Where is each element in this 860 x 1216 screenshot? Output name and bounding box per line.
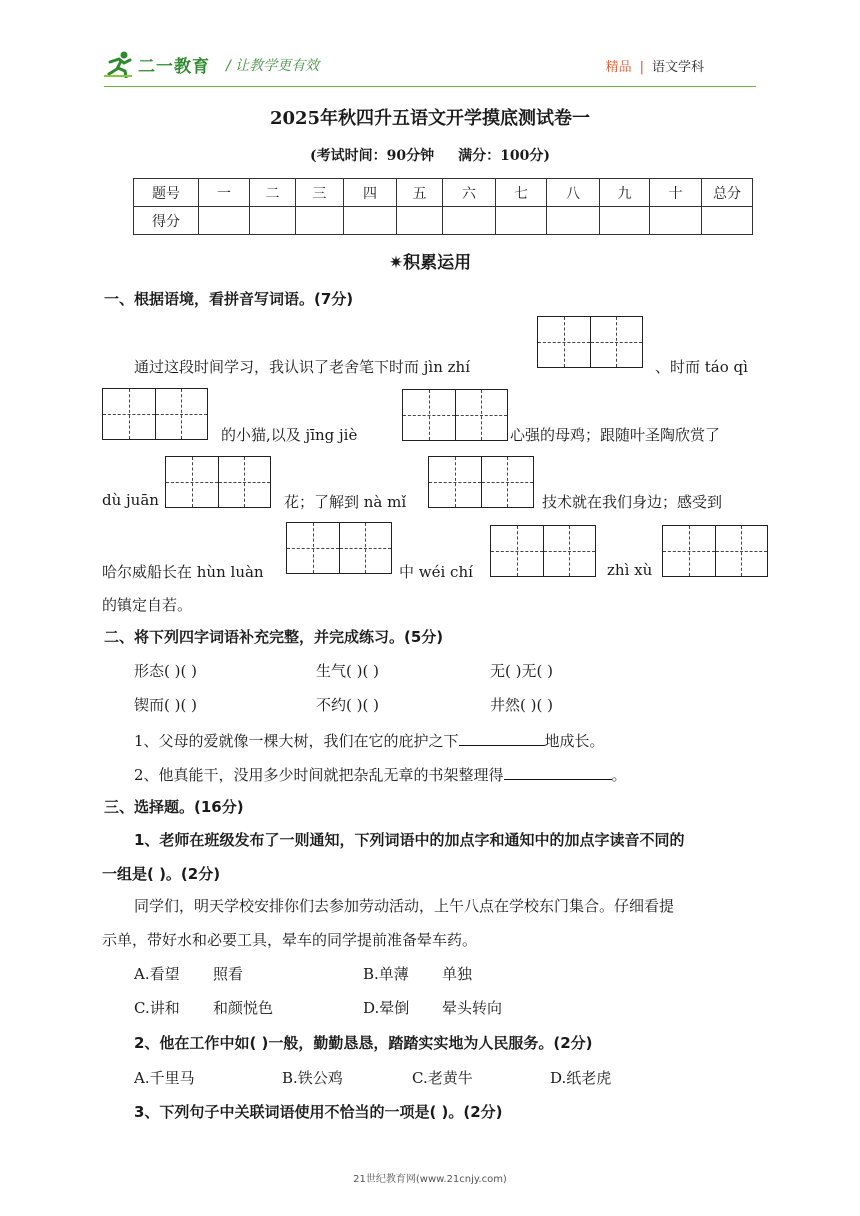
score-cell[interactable] [344,207,397,235]
q1-line5: 的镇定自若。 [102,596,193,614]
q1-line3-c: 技术就在我们身边；感受到 [542,493,723,511]
answer-blank[interactable] [504,763,612,780]
exam-time: (考试时间：90分钟 [310,148,435,164]
q1-line1-b: 、时而 táo qì [655,358,748,376]
pinyin-writing-grid[interactable] [537,316,643,368]
answer-blank[interactable] [459,729,545,746]
score-header-cell: 九 [600,179,650,207]
score-cell[interactable] [496,207,547,235]
score-cell[interactable] [702,207,753,235]
q1-line1-a: 通过这段时间学习，我认识了老舍笔下时而 jìn zhí [134,358,471,376]
q3-sub2-option-c[interactable]: C.老黄牛 [412,1069,473,1087]
q1-line4-a: 哈尔威船长在 hùn luàn [102,563,264,581]
score-header-cell: 一 [199,179,250,207]
pinyin-writing-grid[interactable] [165,456,271,508]
score-header-cell: 五 [397,179,443,207]
score-header-cell: 题号 [134,179,199,207]
q3-sub3: 3、下列句子中关联词语使用不恰当的一项是( )。(2分) [134,1103,503,1121]
q2-item2 [134,763,627,785]
q3-sub2-option-d[interactable]: D.纸老虎 [550,1069,612,1087]
score-cell[interactable] [199,207,250,235]
header-divider [104,86,756,87]
q3-sub1-line2: 一组是( )。(2分) [102,865,221,883]
q3-heading: 三、选择题。(16分) [104,798,244,816]
idiom-fill-item[interactable]: 井然( )( ) [490,696,553,714]
q3-sub2-option-b[interactable]: B.铁公鸡 [282,1069,343,1087]
q1-line4-c: zhì xù [607,561,653,579]
score-header-cell: 四 [344,179,397,207]
score-cell[interactable] [250,207,296,235]
score-header-cell: 八 [547,179,600,207]
q1-heading: 一、根据语境，看拼音写词语。(7分) [104,290,354,308]
logo-text: 二一教育 [138,56,210,77]
q1-line3-a: dù juān [102,491,159,509]
score-cell[interactable] [443,207,496,235]
exam-info [0,145,860,165]
score-cell[interactable] [547,207,600,235]
badge-label: 精品 [605,60,632,75]
score-value-row [134,207,753,235]
score-cell[interactable] [600,207,650,235]
idiom-fill-item[interactable]: 无( )无( ) [490,662,553,680]
score-header-row [134,179,753,207]
score-header-cell: 六 [443,179,496,207]
q1-line2-b: 心强的母鸡；跟随叶圣陶欣赏了 [510,426,721,444]
score-header-cell: 七 [496,179,547,207]
option-c[interactable]: C.讲和 [134,999,180,1017]
idiom-fill-item[interactable]: 形态( )( ) [134,662,197,680]
q2-item2-text: 2、他真能干，没用多少时间就把杂乱无章的书架整理得 [134,766,504,784]
score-row-label: 得分 [134,207,199,235]
option-a-word2: 照看 [213,965,244,983]
pinyin-writing-grid[interactable] [490,525,596,577]
section-title: ✷积累运用 [388,253,472,273]
footer: 21世纪教育网(www.21cnjy.com) [353,1174,507,1185]
score-cell[interactable] [296,207,344,235]
subject-label: 语文学科 [651,60,704,75]
idiom-fill-item[interactable]: 生气( )( ) [316,662,379,680]
score-header-cell: 总分 [702,179,753,207]
option-a[interactable]: A.看望 [134,965,180,983]
q2-item1 [134,729,605,751]
idiom-fill-item[interactable]: 锲而( )( ) [134,696,197,714]
pinyin-writing-grid[interactable] [428,456,534,508]
idiom-fill-item[interactable]: 不约( )( ) [316,696,379,714]
score-table [133,178,753,235]
score-header-cell: 二 [250,179,296,207]
header-right [606,56,704,75]
q1-line3-b: 花；了解到 nà mǐ [284,493,407,511]
pinyin-writing-grid[interactable] [102,388,208,440]
pinyin-writing-grid[interactable] [402,389,508,441]
option-d[interactable]: D.晕倒 [363,999,410,1017]
score-cell[interactable] [650,207,702,235]
option-b-word2: 单独 [442,965,473,983]
option-b[interactable]: B.单薄 [363,965,409,983]
header-separator: | [639,60,644,75]
page-title: 2025年秋四升五语文开学摸底测试卷一 [269,108,591,129]
slogan: / 让教学更有效 [226,58,320,74]
score-cell[interactable] [397,207,443,235]
score-header-cell: 十 [650,179,702,207]
pinyin-writing-grid[interactable] [662,525,768,577]
option-d-word2: 晕头转向 [442,999,503,1017]
q2-item1-tail: 地成长。 [544,732,605,750]
q3-sub1-line1: 1、老师在班级发布了一则通知，下列词语中的加点字和通知中的加点字读音不同的 [134,831,685,849]
q1-line4-b: 中 wéi chí [399,563,473,581]
q2-item1-text: 1、父母的爱就像一棵大树，我们在它的庇护之下 [134,732,459,750]
notice-line1: 同学们，明天学校安排你们去参加劳动活动，上午八点在学校东门集合。仔细看提 [134,897,675,915]
q1-line2-a: 的小猫,以及 jīng jiè [221,426,358,444]
notice-line2: 示单，带好水和必要工具，晕车的同学提前准备晕车药。 [102,931,478,949]
q3-sub2-option-a[interactable]: A.千里马 [134,1069,195,1087]
q2-heading: 二、将下列四字词语补充完整，并完成练习。(5分) [104,628,444,646]
exam-full-score: 满分：100分) [458,148,550,164]
q3-sub2: 2、他在工作中如( )一般，勤勤恳恳，踏踏实实地为人民服务。(2分) [134,1034,593,1052]
logo [104,48,210,80]
score-header-cell: 三 [296,179,344,207]
runner-icon [104,50,134,78]
q2-item2-tail: 。 [611,766,627,784]
pinyin-writing-grid[interactable] [286,522,392,574]
option-c-word2: 和颜悦色 [213,999,274,1017]
